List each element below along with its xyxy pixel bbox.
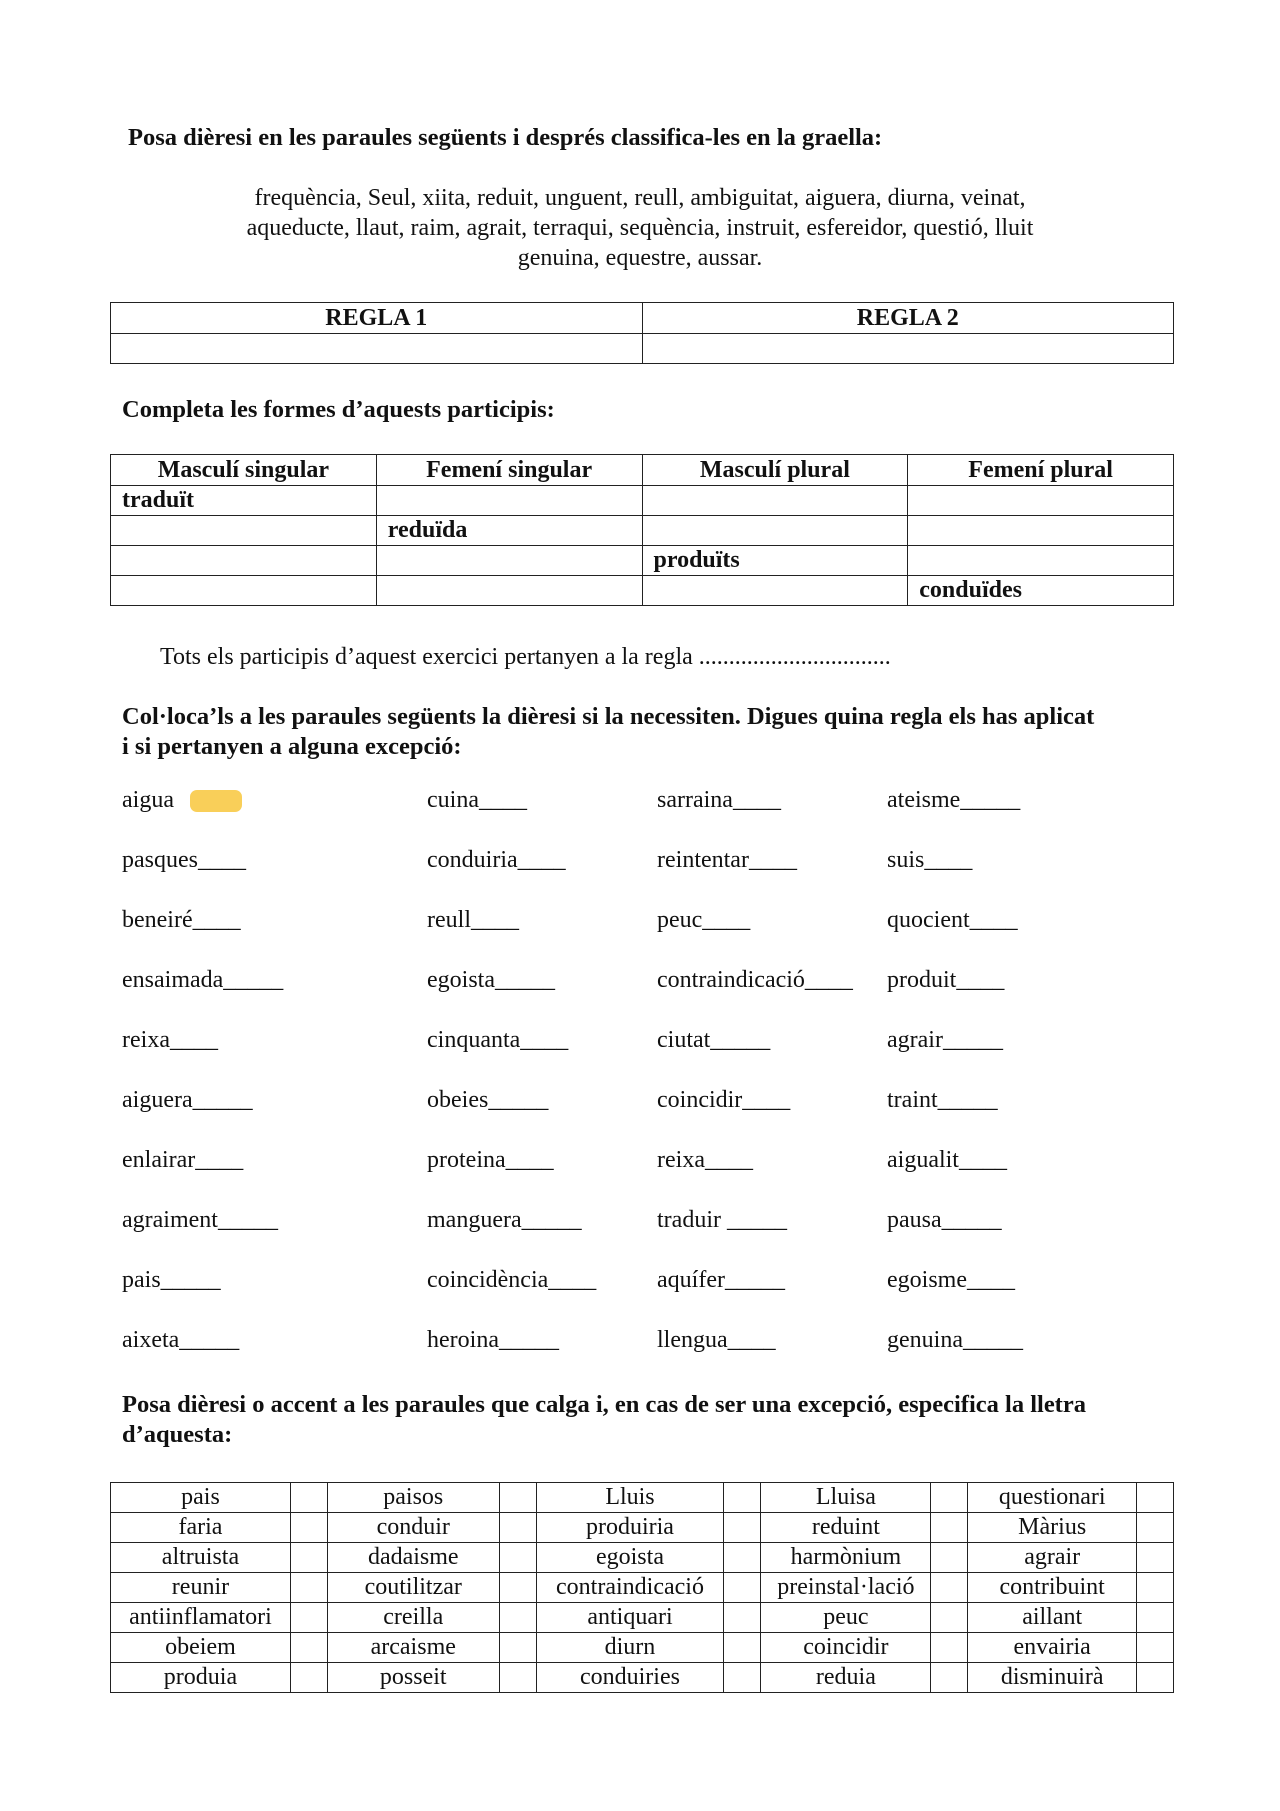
table-row xyxy=(111,1483,1174,1513)
word-cell: altruista xyxy=(111,1543,291,1573)
word-cell: paisos xyxy=(327,1483,499,1513)
rule-table xyxy=(110,302,1174,364)
exercise1-words-line3: genuina, equestre, aussar. xyxy=(517,245,763,271)
word-cell: questionari xyxy=(968,1483,1137,1513)
answer-cell[interactable] xyxy=(724,1603,761,1633)
word-item[interactable]: contraindicació____ xyxy=(657,967,853,993)
answer-cell[interactable] xyxy=(499,1603,536,1633)
word-item[interactable]: beneiré____ xyxy=(122,907,241,933)
word-cell: egoista xyxy=(536,1543,724,1573)
answer-cell[interactable] xyxy=(1136,1483,1173,1513)
participle-cell[interactable] xyxy=(908,486,1174,516)
word-item[interactable]: produit____ xyxy=(887,967,1005,993)
word-cell: aillant xyxy=(968,1603,1137,1633)
word-item[interactable]: reixa____ xyxy=(122,1027,218,1053)
answer-cell[interactable] xyxy=(499,1633,536,1663)
participle-cell[interactable] xyxy=(111,576,377,606)
header-feminine-singular: Femení singular xyxy=(376,455,642,486)
answer-cell[interactable] xyxy=(931,1573,968,1603)
table-row xyxy=(111,1513,1174,1543)
answer-cell[interactable] xyxy=(931,1633,968,1663)
word-cell: diurn xyxy=(536,1633,724,1663)
word-cell: coincidir xyxy=(761,1633,931,1663)
word-cell: dadaisme xyxy=(327,1543,499,1573)
word-row xyxy=(120,785,1180,825)
word-item[interactable]: ciutat_____ xyxy=(657,1027,771,1053)
word-row xyxy=(120,905,1180,945)
exercise1-words-line1: frequència, Seul, xiita, reduit, unguent, reull, ambiguitat, aiguera, diurna, veinat, xyxy=(254,185,1026,211)
answer-cell[interactable] xyxy=(931,1603,968,1633)
answer-cell[interactable] xyxy=(1136,1663,1173,1693)
word-item[interactable]: suis____ xyxy=(887,847,973,873)
word-cell: faria xyxy=(111,1513,291,1543)
answer-cell[interactable] xyxy=(1136,1543,1173,1573)
word-item[interactable]: cinquanta____ xyxy=(427,1027,569,1053)
word-row xyxy=(120,1145,1180,1185)
accent-diaeresis-table xyxy=(110,1482,1174,1693)
word-row xyxy=(120,965,1180,1005)
exercise3-title-line2: i si pertanyen a alguna excepció: xyxy=(122,733,462,760)
exercise3-title-line1: Col·loca’ls a les paraules següents la dièresi si la necessiten. Digues quina regla els has aplicat xyxy=(122,703,1095,730)
participle-rule-note: Tots els participis d’aquest exercici pertanyen a la regla ................................ xyxy=(160,644,891,670)
word-cell: antiinflamatori xyxy=(111,1603,291,1633)
word-item[interactable]: reull____ xyxy=(427,907,519,933)
participle-cell[interactable] xyxy=(376,576,642,606)
word-item[interactable]: pasques____ xyxy=(122,847,246,873)
exercise2-title: Completa les formes d’aquests participis: xyxy=(122,396,555,423)
word-cell: obeiem xyxy=(111,1633,291,1663)
word-item[interactable]: llengua____ xyxy=(657,1327,776,1353)
word-item[interactable]: aigua xyxy=(122,785,242,815)
exercise1-title: Posa dièresi en les paraules següents i després classifica-les en la graella: xyxy=(128,124,883,151)
word-cell: envairia xyxy=(968,1633,1137,1663)
word-item[interactable]: sarraina____ xyxy=(657,787,781,813)
word-row xyxy=(120,1205,1180,1245)
answer-cell[interactable] xyxy=(290,1663,327,1693)
word-row xyxy=(120,1265,1180,1305)
word-cell: agrair xyxy=(968,1543,1137,1573)
answer-cell[interactable] xyxy=(724,1543,761,1573)
word-item[interactable]: egoisme____ xyxy=(887,1267,1015,1293)
participle-cell[interactable] xyxy=(111,546,377,576)
answer-cell[interactable] xyxy=(499,1573,536,1603)
word-item[interactable]: reintentar____ xyxy=(657,847,797,873)
word-cell: peuc xyxy=(761,1603,931,1633)
word-cell: creilla xyxy=(327,1603,499,1633)
answer-cell[interactable] xyxy=(499,1483,536,1513)
word-item[interactable]: pais_____ xyxy=(122,1267,221,1293)
word-cell: coutilitzar xyxy=(327,1573,499,1603)
answer-cell[interactable] xyxy=(290,1603,327,1633)
word-row xyxy=(120,1025,1180,1065)
header-feminine-plural: Femení plural xyxy=(908,455,1174,486)
word-cell: reunir xyxy=(111,1573,291,1603)
word-row xyxy=(120,845,1180,885)
answer-cell[interactable] xyxy=(724,1663,761,1693)
answer-cell[interactable] xyxy=(290,1573,327,1603)
rule2-answer-cell[interactable] xyxy=(642,334,1174,364)
word-cell: harmònium xyxy=(761,1543,931,1573)
word-item[interactable]: traduir _____ xyxy=(657,1207,787,1233)
word-cell: preinstal·lació xyxy=(761,1573,931,1603)
word-cell: contraindicació xyxy=(536,1573,724,1603)
table-row xyxy=(111,1663,1174,1693)
word-item[interactable]: agrair_____ xyxy=(887,1027,1003,1053)
word-item[interactable]: aquífer_____ xyxy=(657,1267,785,1293)
participle-cell: reduïda xyxy=(376,516,642,546)
answer-cell[interactable] xyxy=(1136,1573,1173,1603)
answer-cell[interactable] xyxy=(499,1543,536,1573)
word-item[interactable]: conduiria____ xyxy=(427,847,566,873)
answer-cell[interactable] xyxy=(931,1513,968,1543)
word-row xyxy=(120,1085,1180,1125)
word-cell: pais xyxy=(111,1483,291,1513)
participle-cell: conduïdes xyxy=(908,576,1174,606)
word-cell: reduint xyxy=(761,1513,931,1543)
answer-cell[interactable] xyxy=(499,1513,536,1543)
header-masculine-plural: Masculí plural xyxy=(642,455,908,486)
word-item[interactable]: proteina____ xyxy=(427,1147,554,1173)
word-item[interactable]: traint_____ xyxy=(887,1087,998,1113)
highlighted-blank[interactable] xyxy=(190,790,242,812)
answer-cell[interactable] xyxy=(724,1513,761,1543)
word-item[interactable]: coincidència____ xyxy=(427,1267,597,1293)
word-item[interactable]: pausa_____ xyxy=(887,1207,1002,1233)
word-cell: disminuirà xyxy=(968,1663,1137,1693)
word-cell: arcaisme xyxy=(327,1633,499,1663)
answer-cell[interactable] xyxy=(290,1483,327,1513)
table-row xyxy=(111,1573,1174,1603)
answer-cell[interactable] xyxy=(290,1633,327,1663)
word-cell: Lluis xyxy=(536,1483,724,1513)
word-cell: conduiries xyxy=(536,1663,724,1693)
word-item[interactable]: ateisme_____ xyxy=(887,787,1021,813)
rule1-header: REGLA 1 xyxy=(111,303,643,334)
participle-cell[interactable] xyxy=(376,486,642,516)
participle-cell[interactable] xyxy=(642,576,908,606)
answer-cell[interactable] xyxy=(931,1663,968,1693)
participle-cell[interactable] xyxy=(908,516,1174,546)
word-cell: reduia xyxy=(761,1663,931,1693)
word-item[interactable]: reixa____ xyxy=(657,1147,753,1173)
exercise4-title-line1: Posa dièresi o accent a les paraules que calga i, en cas de ser una excepció, especifica la lletra xyxy=(122,1391,1086,1418)
word-item[interactable]: manguera_____ xyxy=(427,1207,582,1233)
answer-cell[interactable] xyxy=(724,1633,761,1663)
participle-cell: traduït xyxy=(111,486,377,516)
word-item[interactable]: aigualit____ xyxy=(887,1147,1007,1173)
answer-cell[interactable] xyxy=(290,1513,327,1543)
answer-cell[interactable] xyxy=(1136,1603,1173,1633)
rule1-answer-cell[interactable] xyxy=(111,334,643,364)
word-item[interactable]: heroina_____ xyxy=(427,1327,559,1353)
word-item[interactable]: cuina____ xyxy=(427,787,527,813)
word-item[interactable]: obeies_____ xyxy=(427,1087,549,1113)
word-item[interactable]: quocient____ xyxy=(887,907,1018,933)
word-item[interactable]: agraiment_____ xyxy=(122,1207,278,1233)
answer-cell[interactable] xyxy=(290,1543,327,1573)
exercise1-words-line2: aqueducte, llaut, raim, agrait, terraqui, sequència, instruit, esfereidor, questió, lluit xyxy=(246,215,1034,241)
rule2-header: REGLA 2 xyxy=(642,303,1174,334)
table-row xyxy=(111,1543,1174,1573)
word-cell: Lluisa xyxy=(761,1483,931,1513)
table-row xyxy=(111,1633,1174,1663)
answer-cell[interactable] xyxy=(1136,1513,1173,1543)
answer-cell[interactable] xyxy=(931,1543,968,1573)
word-item[interactable]: enlairar____ xyxy=(122,1147,244,1173)
participle-cell[interactable] xyxy=(111,516,377,546)
participle-cell[interactable] xyxy=(908,546,1174,576)
word-row xyxy=(120,1325,1180,1365)
word-item[interactable]: egoista_____ xyxy=(427,967,555,993)
answer-cell[interactable] xyxy=(1136,1633,1173,1663)
answer-cell[interactable] xyxy=(724,1483,761,1513)
exercise4-title-line2: d’aquesta: xyxy=(122,1421,233,1448)
word-cell: Màrius xyxy=(968,1513,1137,1543)
participle-cell[interactable] xyxy=(642,516,908,546)
answer-cell[interactable] xyxy=(724,1573,761,1603)
word-item[interactable]: ensaimada_____ xyxy=(122,967,284,993)
word-cell: contribuint xyxy=(968,1573,1137,1603)
word-cell: antiquari xyxy=(536,1603,724,1633)
table-row xyxy=(111,1603,1174,1633)
word-item[interactable]: aiguera_____ xyxy=(122,1087,253,1113)
word-cell: produiria xyxy=(536,1513,724,1543)
word-cell: conduir xyxy=(327,1513,499,1543)
word-cell: produia xyxy=(111,1663,291,1693)
participle-cell[interactable] xyxy=(642,486,908,516)
participle-cell: produïts xyxy=(642,546,908,576)
word-item[interactable]: aixeta_____ xyxy=(122,1327,240,1353)
participles-table xyxy=(110,454,1174,606)
word-item[interactable]: genuina_____ xyxy=(887,1327,1023,1353)
answer-cell[interactable] xyxy=(499,1663,536,1693)
word-item[interactable]: coincidir____ xyxy=(657,1087,791,1113)
header-masculine-singular: Masculí singular xyxy=(111,455,377,486)
answer-cell[interactable] xyxy=(931,1483,968,1513)
participle-cell[interactable] xyxy=(376,546,642,576)
word-item[interactable]: peuc____ xyxy=(657,907,751,933)
word-cell: posseit xyxy=(327,1663,499,1693)
